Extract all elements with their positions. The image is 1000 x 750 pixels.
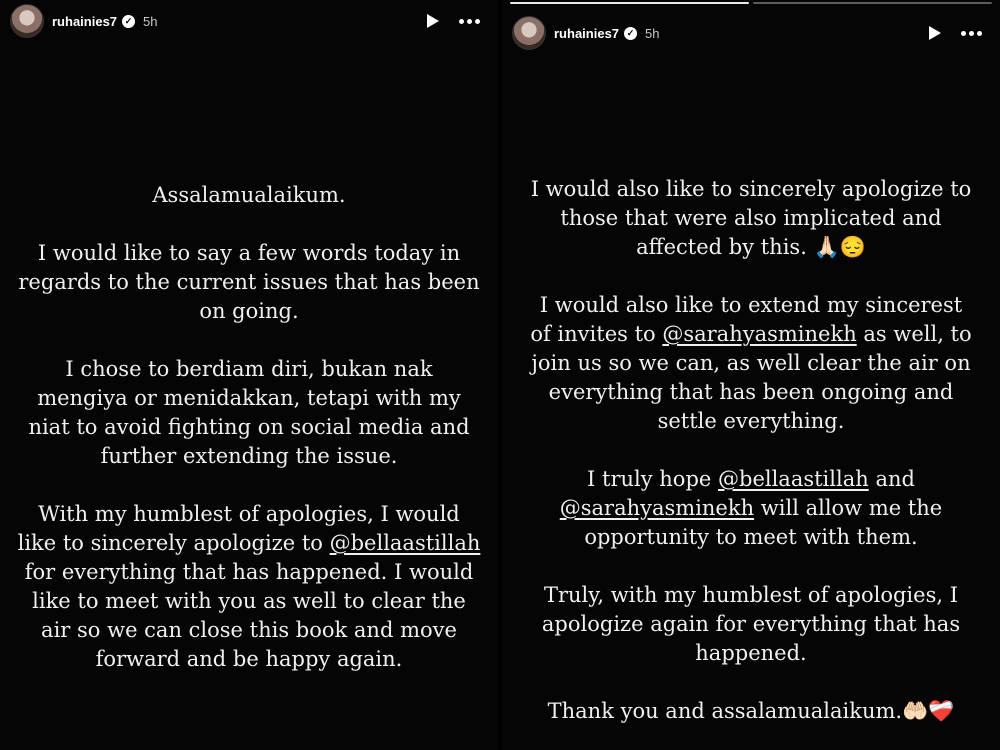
paragraph-text: will allow me the opportunity to meet with them. <box>584 496 943 549</box>
more-options-icon[interactable] <box>961 31 982 36</box>
story-paragraph: I would also like to sincerely apologize to those that were also implicated and affected by this. 🙏🏻😔 <box>530 177 972 259</box>
paragraph-text: for everything that has happened. I would like to meet with you as well to clear the air so we can close this book and move forward and be happy again. <box>24 560 474 671</box>
story-header <box>512 16 990 50</box>
paragraph-text: and <box>875 467 915 491</box>
story-text <box>0 181 498 703</box>
story-text <box>502 175 1000 750</box>
story-paragraph: Thank you and assalamualaikum.🤲🏻❤️‍🩹 <box>547 699 955 723</box>
play-icon[interactable] <box>427 14 439 28</box>
verified-badge-icon: ✓ <box>624 27 637 40</box>
story-header <box>10 4 488 38</box>
story-paragraph <box>516 465 986 552</box>
post-time: 5h <box>143 13 158 29</box>
progress-segment <box>510 2 749 4</box>
story-panel-left[interactable] <box>0 0 498 750</box>
paragraph-text: I would also like to extend my sincerest of invites to <box>530 293 963 346</box>
profile-avatar[interactable] <box>512 16 546 50</box>
mention-link[interactable]: @sarahyasminekh <box>662 322 857 346</box>
story-paragraph <box>14 500 484 674</box>
paragraph-text: With my humblest of apologies, I would like to sincerely apologize to <box>17 502 460 555</box>
story-paragraph: I would like to say a few words today in regards to the current issues that has been on going. <box>18 241 480 323</box>
more-options-icon[interactable] <box>459 19 480 24</box>
paragraph-text: I truly hope <box>587 467 718 491</box>
mention-link[interactable]: @sarahyasminekh <box>559 496 755 520</box>
username[interactable]: ruhainies7 <box>52 13 118 29</box>
post-time: 5h <box>645 25 660 41</box>
profile-avatar[interactable] <box>10 4 44 38</box>
story-paragraph: Assalamualaikum. <box>152 183 346 207</box>
story-progress-bar <box>510 2 992 4</box>
story-paragraph <box>516 291 986 436</box>
story-paragraph: Truly, with my humblest of apologies, I apologize again for everything that has happened. <box>541 583 961 665</box>
paragraph-text: as well, to join us so we can, as well clear the air on everything that has been ongoing and settle everything. <box>531 322 972 433</box>
mention-link[interactable]: @bellaastillah <box>718 467 869 491</box>
progress-segment <box>753 2 992 4</box>
mention-link[interactable]: @bellaastillah <box>329 531 481 555</box>
username[interactable]: ruhainies7 <box>554 25 620 41</box>
verified-badge-icon: ✓ <box>122 15 135 28</box>
story-panel-right[interactable] <box>502 0 1000 750</box>
story-paragraph: I chose to berdiam diri, bukan nak mengiya or menidakkan, tetapi with my niat to avoid fighting on social media and further extending the issue. <box>28 357 470 468</box>
play-icon[interactable] <box>929 26 941 40</box>
